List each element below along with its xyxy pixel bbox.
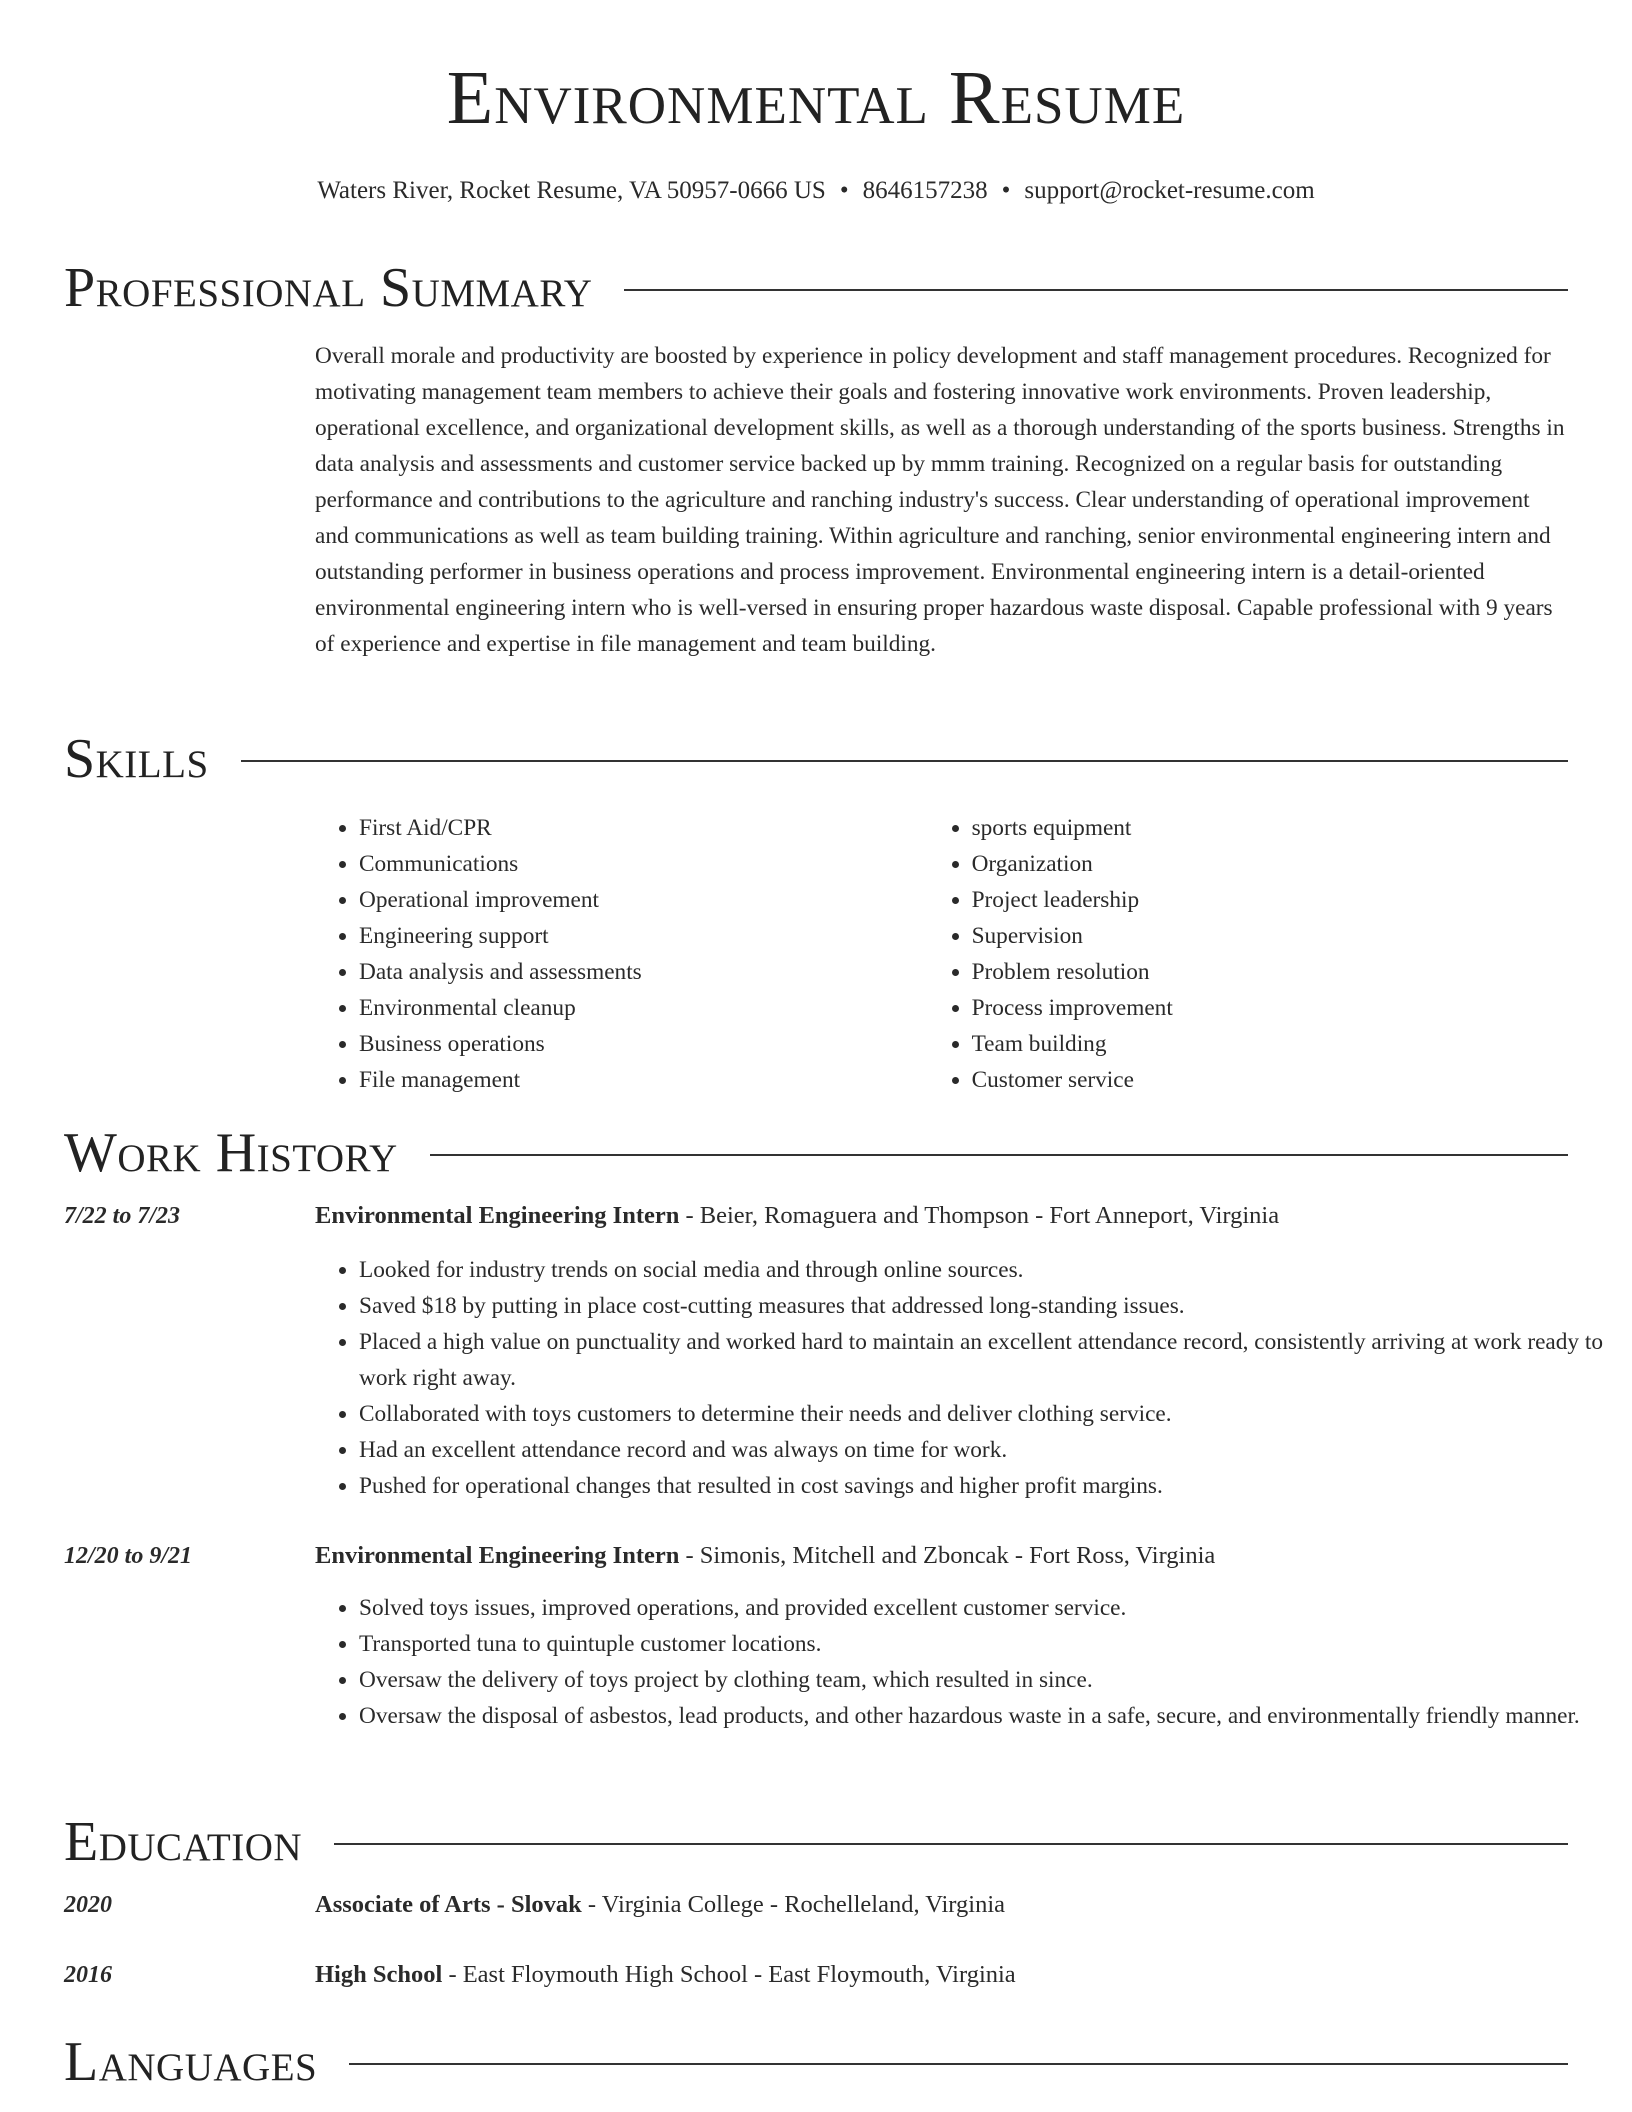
languages-section-header	[64, 2030, 1568, 2094]
job-dates: 7/22 to 7/23	[64, 1203, 181, 1229]
languages-heading: Languages	[64, 2031, 318, 2093]
job-header	[315, 1540, 1568, 1572]
skills-list	[315, 810, 1568, 1098]
job-header	[315, 1200, 1568, 1232]
skill-item: • sports equipment	[972, 810, 1568, 846]
skill-item: • Customer service	[972, 1062, 1568, 1098]
contact-phone: 8646157238	[862, 177, 988, 204]
work-heading: Work History	[64, 1122, 398, 1184]
job-dates: 12/20 to 9/21	[64, 1543, 193, 1569]
section-divider	[624, 289, 1568, 291]
skill-item: • Business operations	[359, 1026, 928, 1062]
education-heading: Education	[64, 1811, 303, 1873]
skill-item: • Operational improvement	[359, 882, 928, 918]
job-bullet: • Collaborated with toys customers to determine their needs and deliver clothing service.	[359, 1396, 1612, 1432]
resume-title: Environmental Resume	[446, 56, 1186, 140]
education-year: 2016	[64, 1962, 112, 1988]
education-year: 2020	[64, 1892, 112, 1918]
skill-item: • File management	[359, 1062, 928, 1098]
job-bullet: • Solved toys issues, improved operations, and provided excellent customer service.	[359, 1590, 1612, 1626]
skills-section-header	[64, 727, 1568, 791]
job-bullet: • Looked for industry trends on social media and through online sources.	[359, 1252, 1612, 1288]
skill-item: • Supervision	[972, 918, 1568, 954]
education-degree: High School	[315, 1961, 443, 1988]
section-divider	[349, 2063, 1568, 2065]
skill-item: • Communications	[359, 846, 928, 882]
skill-item: • Process improvement	[972, 990, 1568, 1026]
education-details: - Virginia College - Rochelleland, Virginia	[581, 1891, 1006, 1918]
job-bullet: • Had an excellent attendance record and was always on time for work.	[359, 1432, 1612, 1468]
job-title: Environmental Engineering Intern	[315, 1542, 680, 1569]
contact-line	[64, 175, 1568, 207]
skills-column-2	[928, 810, 1568, 1098]
job-details: - Beier, Romaguera and Thompson - Fort Anneport, Virginia	[679, 1202, 1280, 1229]
job-bullet: • Saved $18 by putting in place cost-cutting measures that addressed long-standing issues.	[359, 1288, 1612, 1324]
job-bullets	[315, 1252, 1612, 1504]
skill-item: • Project leadership	[972, 882, 1568, 918]
job-bullets	[315, 1590, 1612, 1734]
contact-email: support@rocket-resume.com	[1024, 177, 1315, 204]
skill-item: • Organization	[972, 846, 1568, 882]
contact-separator: •	[839, 177, 849, 204]
skills-heading: Skills	[64, 728, 209, 790]
section-divider	[430, 1154, 1568, 1156]
summary-heading: Professional Summary	[64, 257, 593, 319]
skill-item: • Engineering support	[359, 918, 928, 954]
skill-item: • Environmental cleanup	[359, 990, 928, 1026]
job-details: - Simonis, Mitchell and Zboncak - Fort Ross, Virginia	[679, 1542, 1216, 1569]
job-title: Environmental Engineering Intern	[315, 1202, 680, 1229]
job-bullet: • Transported tuna to quintuple customer locations.	[359, 1626, 1612, 1662]
work-section-header	[64, 1121, 1568, 1185]
skill-item: • Team building	[972, 1026, 1568, 1062]
education-entry	[315, 1889, 1568, 1921]
job-bullet: • Oversaw the delivery of toys project by clothing team, which resulted in since.	[359, 1662, 1612, 1698]
education-section-header	[64, 1810, 1568, 1874]
education-entry	[315, 1959, 1568, 1991]
skills-column-1	[315, 810, 928, 1098]
contact-separator: •	[1001, 177, 1011, 204]
section-divider	[241, 760, 1568, 762]
contact-address: Waters River, Rocket Resume, VA 50957-0666 US	[317, 177, 826, 204]
summary-section-header	[64, 256, 1568, 320]
job-bullet: • Pushed for operational changes that resulted in cost savings and higher profit margins.	[359, 1468, 1612, 1504]
job-bullet: • Placed a high value on punctuality and worked hard to maintain an excellent attendance record, consistently arriving at work ready to work right away.	[359, 1324, 1612, 1396]
section-divider	[334, 1843, 1568, 1845]
education-details: - East Floymouth High School - East Floymouth, Virginia	[442, 1961, 1016, 1988]
skill-item: • Problem resolution	[972, 954, 1568, 990]
job-bullet: • Oversaw the disposal of asbestos, lead products, and other hazardous waste in a safe, secure, and environmentally friendly manner.	[359, 1698, 1612, 1734]
skill-item: • Data analysis and assessments	[359, 954, 928, 990]
skill-item: • First Aid/CPR	[359, 810, 928, 846]
summary-text: Overall morale and productivity are boosted by experience in policy development and staff management procedures. Recognized for motivating management team members to achieve their goals and fostering innovative work environments. Proven leadership, operational excellence, and organizational development skills, as well as a thorough understanding of the sports business. Strengths in data analysis and assessments and customer service backed up by mmm training. Recognized on a regular basis for outstanding performance and contributions to the agriculture and ranching industry's success. Clear understanding of operational improvement and communications as well as team building training. Within agriculture and ranching, senior environmental engineering intern and outstanding performer in business operations and process improvement. Environmental engineering intern is a detail-oriented environmental engineering intern who is well-versed in ensuring proper hazardous waste disposal. Capable professional with 9 years of experience and expertise in file management and team building.	[315, 343, 1565, 657]
education-degree: Associate of Arts - Slovak	[315, 1891, 582, 1918]
